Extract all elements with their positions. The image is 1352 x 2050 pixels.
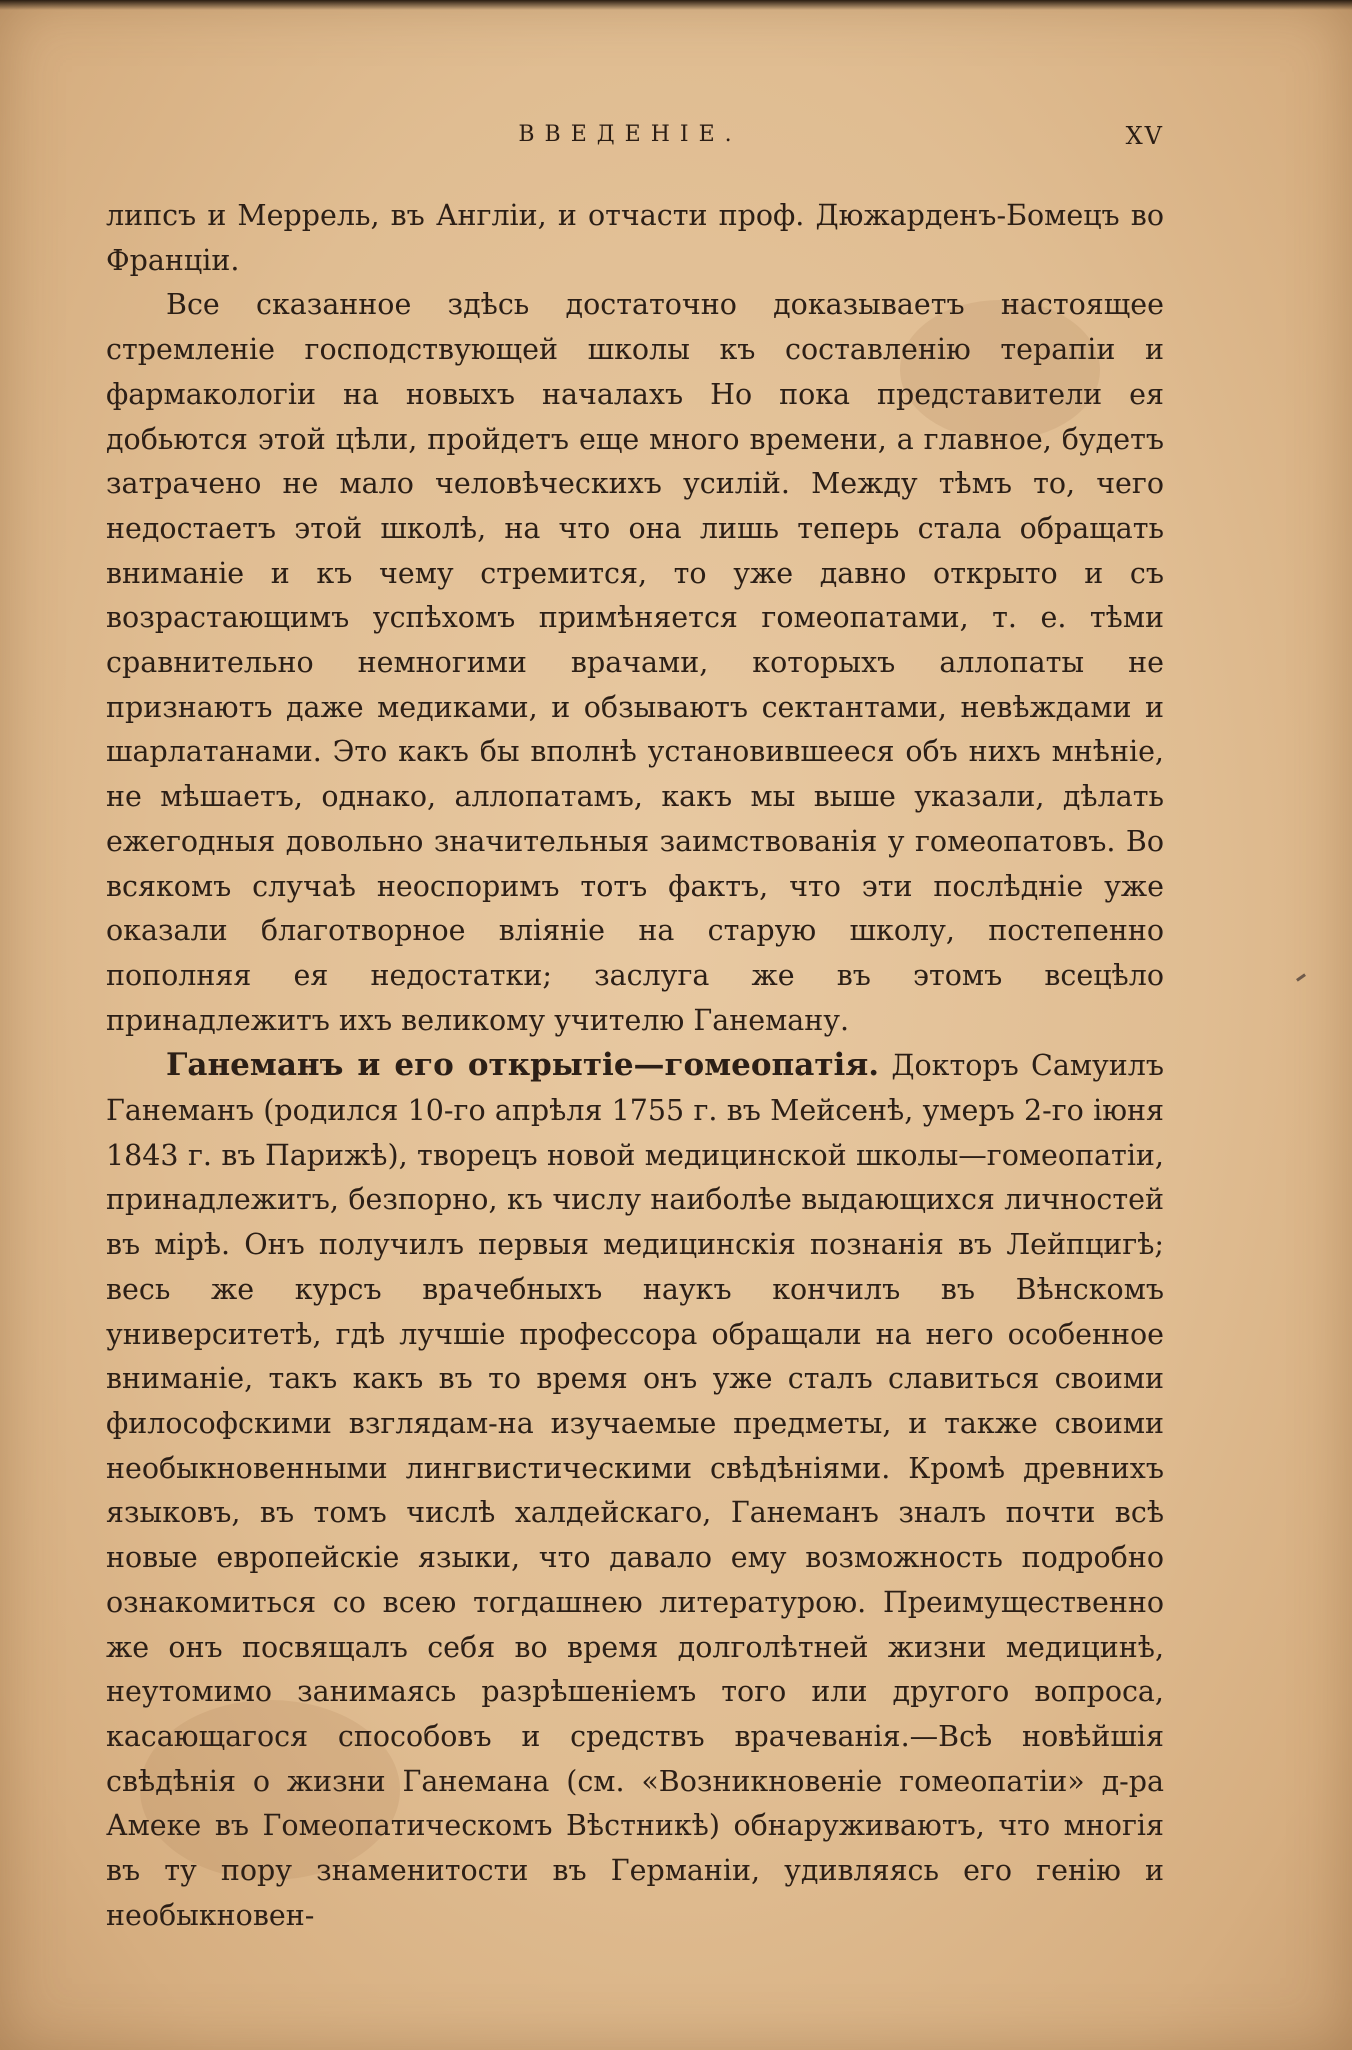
running-title: ВВЕДЕНІЕ.	[518, 122, 742, 147]
paragraph-text: Докторъ Самуилъ Ганеманъ (родился 10-го апрѣля 1755 г. въ Мейсенѣ, умеръ 2-го іюня 1843 г. въ Парижѣ), творецъ новой медицинской школы—гомеопатіи, принадлежитъ, безпорно, къ числу наиболѣе выдающихся личностей въ мірѣ. Онъ получилъ первыя медицинскія познанія въ Лейпцигѣ; весь же курсъ врачебныхъ наукъ кончилъ въ Вѣнскомъ университетѣ, гдѣ лучшіе профессора обращали на него особенное вниманіе, такъ какъ въ то время онъ уже сталъ славиться своими философскими взглядам-на изучаемые предметы, и также своими необыкновенными лингвистическими свѣдѣніями. Кромѣ древнихъ языковъ, въ томъ числѣ халдейскагo, Ганеманъ зналъ почти всѣ новые европейскіе языки, что давало ему возможность подробно ознакомиться со всею тогдашнею литературою. Преимущественно же онъ посвящалъ себя во время долголѣтней жизни медицинѣ, неутомимо занимаясь разрѣшеніемъ того или другого вопроса, касающагося способовъ и средствъ врачеванія.—Всѣ новѣйшія свѣдѣнія о жизни Ганемана (см. «Возникновеніе гомеопатіи» д-ра Амеке въ Гомеопатическомъ Вѣстникѣ) обнаруживаютъ, что многія въ ту пору знаменитости въ Германіи, удивляясь его генію и необыкновен-	[106, 1049, 1165, 1932]
body-text	[106, 194, 1164, 1938]
page-number: XV	[1125, 122, 1164, 150]
page-top-edge-shadow	[0, 0, 1352, 10]
running-header	[0, 122, 1352, 158]
paragraph: Все сказанное здѣсь достаточно доказываетъ настоящее стремленіе господствующей школы къ составленію терапіи и фармакологіи на новыхъ началахъ Но пока представители ея добьются этой цѣли, пройдетъ еще много времени, а главное, будетъ затрачено не мало человѣческихъ усилій. Между тѣмъ то, чего недостаетъ этой школѣ, на что она лишь теперь стала обращать вниманіе и къ чему стремится, то уже давно открыто и съ возрастающимъ успѣхомъ примѣняется гомеопатами, т. е. тѣми сравнительно немногими врачами, которыхъ аллопаты не признаютъ даже медиками, и обзываютъ сектантами, невѣждами и шарлатанами. Это какъ бы вполнѣ установившееся объ нихъ мнѣніе, не мѣшаетъ, однако, аллопатамъ, какъ мы выше указали, дѣлать ежегодныя довольно значительныя заимствованія у гомеопатовъ. Во всякомъ случаѣ неоспоримъ тотъ фактъ, что эти послѣдніе уже оказали благотворное вліяніе на старую школу, постепенно пополняя ея недостатки; заслуга же въ этомъ всецѣло принадлежитъ ихъ великому учителю Ганеману.	[106, 288, 1164, 1037]
paragraph-continuation: липсъ и Меррель, въ Англіи, и отчасти проф. Дюжарденъ-Бомецъ во Франціи.	[106, 199, 1164, 277]
margin-mark	[1296, 973, 1306, 981]
paragraph-with-heading	[106, 1043, 1164, 1938]
section-heading: Ганеманъ и его открытіе—гомеопатія.	[166, 1047, 880, 1084]
